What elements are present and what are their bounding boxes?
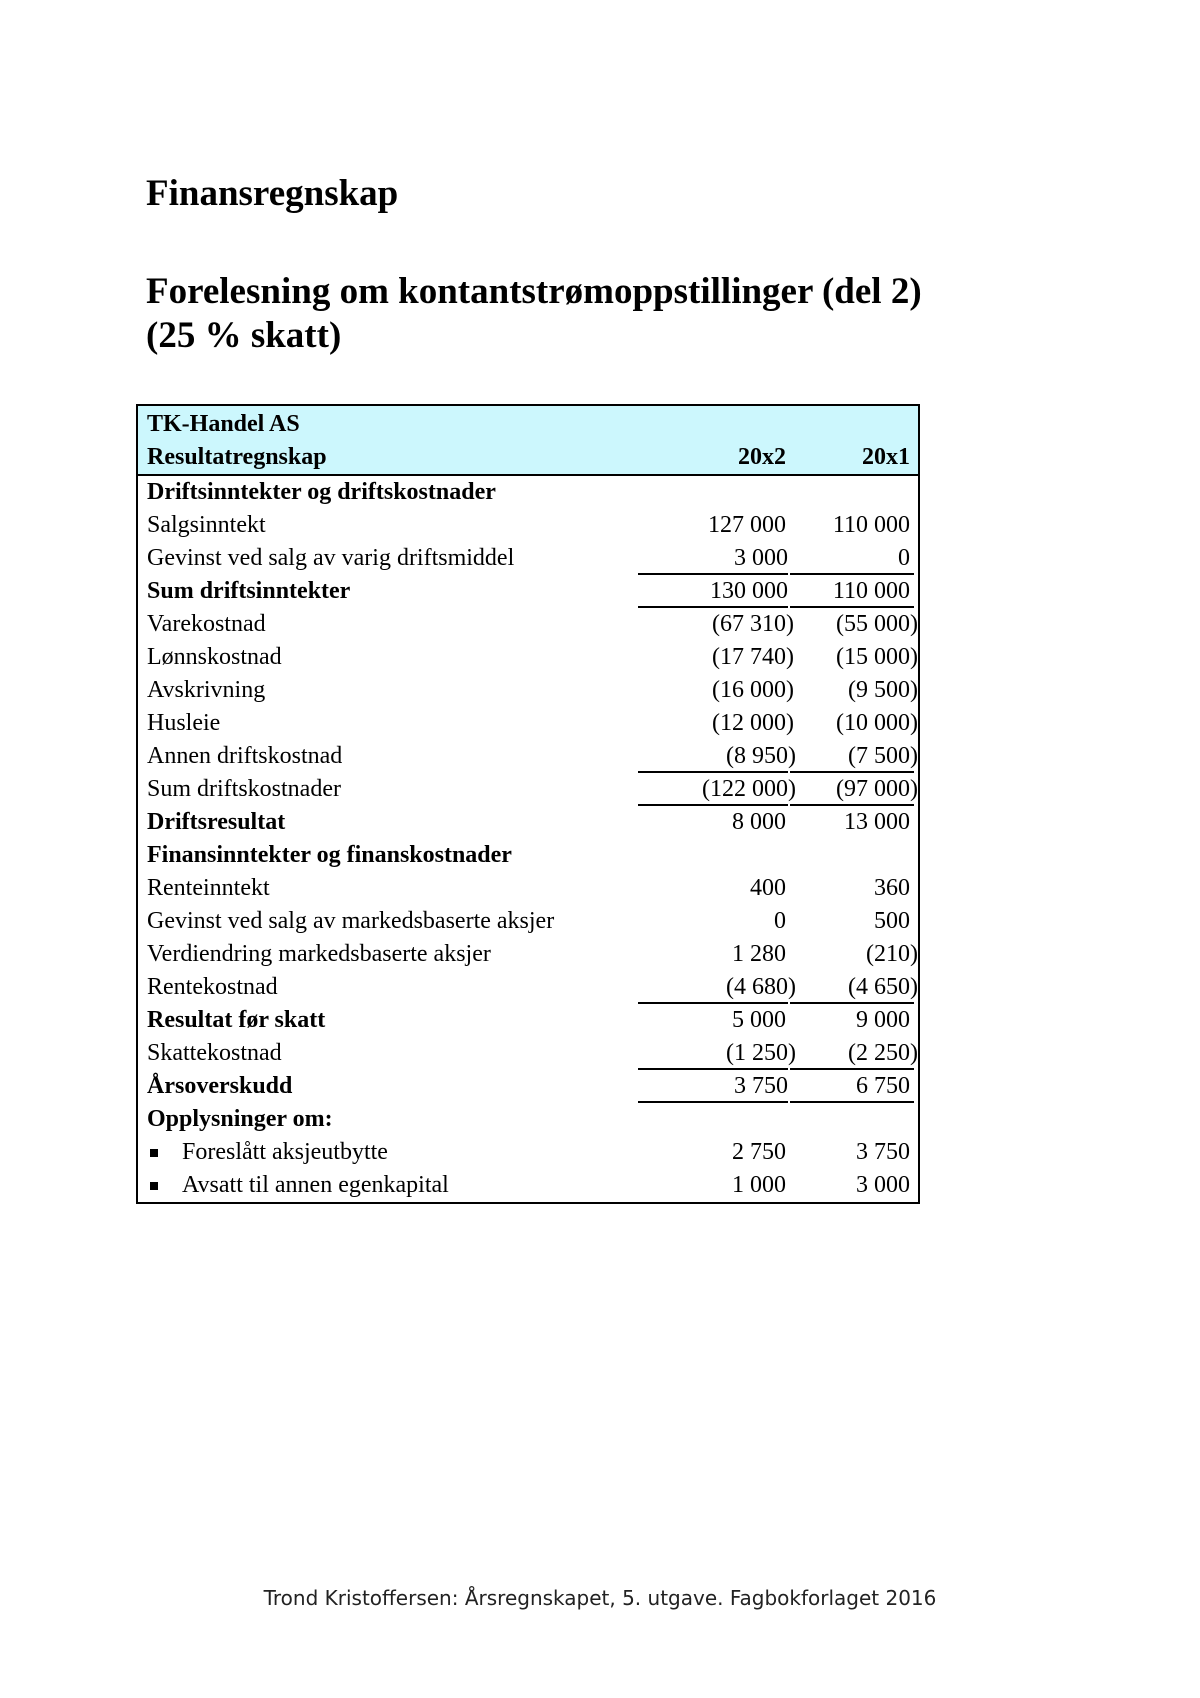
bullet-square-icon — [150, 1182, 158, 1190]
row-label: Varekostnad — [147, 611, 266, 637]
income-statement-table — [136, 404, 920, 1204]
table-row — [138, 806, 918, 839]
value-20x2: (17 740) — [712, 644, 794, 670]
row-label: Sum driftsinntekter — [147, 578, 351, 604]
row-label: Foreslått aksjeutbytte — [182, 1139, 388, 1165]
value-20x1: 3 000 — [856, 1172, 910, 1198]
value-20x2: (122 000) — [702, 776, 796, 802]
table-row — [138, 608, 918, 641]
value-20x2: 8 000 — [732, 809, 786, 835]
bullet-square-icon — [150, 1149, 158, 1157]
row-label: Renteinntekt — [147, 875, 270, 901]
row-label: Salgsinntekt — [147, 512, 266, 538]
row-label: Skattekostnad — [147, 1040, 282, 1066]
table-row — [138, 1037, 918, 1070]
table-row — [138, 1136, 918, 1169]
row-label: Avsatt til annen egenkapital — [182, 1172, 449, 1198]
row-label: Resultat før skatt — [147, 1007, 326, 1033]
value-20x1: (210) — [866, 941, 918, 967]
row-label: Lønnskostnad — [147, 644, 282, 670]
value-20x2: 3 000 — [734, 545, 788, 571]
row-label: Årsoverskudd — [147, 1073, 293, 1099]
value-20x2: 400 — [750, 875, 786, 901]
lecture-subtitle — [146, 270, 922, 358]
table-row — [138, 773, 918, 806]
column-header-20x1: 20x1 — [862, 444, 910, 470]
table-row — [138, 509, 918, 542]
row-label: Finansinntekter og finanskostnader — [147, 842, 512, 868]
table-row — [138, 476, 918, 509]
table-row — [138, 938, 918, 971]
table-row — [138, 905, 918, 938]
row-label: Gevinst ved salg av varig driftsmiddel — [147, 545, 515, 571]
value-20x1: 500 — [874, 908, 910, 934]
value-20x1: 0 — [898, 545, 910, 571]
value-20x1: (55 000) — [836, 611, 918, 637]
page-title: Finansregnskap — [146, 173, 399, 214]
value-20x2: 130 000 — [710, 578, 788, 604]
header-columns-row — [138, 441, 918, 474]
table-row — [138, 641, 918, 674]
value-20x1: (2 250) — [848, 1040, 918, 1066]
value-20x2: 3 750 — [734, 1073, 788, 1099]
table-row — [138, 1103, 918, 1136]
value-20x2: 2 750 — [732, 1139, 786, 1165]
value-20x2: (67 310) — [712, 611, 794, 637]
value-20x2: (8 950) — [726, 743, 796, 769]
value-20x2: 0 — [774, 908, 786, 934]
value-20x1: (4 650) — [848, 974, 918, 1000]
value-20x1: 9 000 — [856, 1007, 910, 1033]
value-20x2: 1 280 — [732, 941, 786, 967]
row-label: Driftsinntekter og driftskostnader — [147, 479, 496, 505]
header-company-row — [138, 408, 918, 441]
table-row — [138, 1169, 918, 1202]
table-row — [138, 1004, 918, 1037]
table-row — [138, 839, 918, 872]
value-20x1: (10 000) — [836, 710, 918, 736]
row-label: Opplysninger om: — [147, 1106, 333, 1132]
value-20x1: 110 000 — [832, 578, 910, 604]
value-20x2: 5 000 — [732, 1007, 786, 1033]
page-footer-citation: Trond Kristoffersen: Årsregnskapet, 5. utgave. Fagbokforlaget 2016 — [263, 1586, 937, 1610]
table-header — [138, 406, 918, 476]
subtitle-line-2: (25 % skatt) — [146, 315, 342, 356]
row-label: Husleie — [147, 710, 221, 736]
value-20x1: (9 500) — [848, 677, 918, 703]
value-20x2: 127 000 — [708, 512, 786, 538]
value-20x1: 3 750 — [856, 1139, 910, 1165]
value-20x2: (1 250) — [726, 1040, 796, 1066]
company-name: TK-Handel AS — [147, 411, 300, 437]
value-20x1: (15 000) — [836, 644, 918, 670]
value-20x2: (4 680) — [726, 974, 796, 1000]
column-header-20x2: 20x2 — [738, 444, 786, 470]
row-label: Annen driftskostnad — [147, 743, 343, 769]
row-label: Sum driftskostnader — [147, 776, 341, 802]
subtitle-line-1: Forelesning om kontantstrømoppstillinger (del 2) — [146, 271, 922, 312]
table-row — [138, 872, 918, 905]
value-20x1: 360 — [874, 875, 910, 901]
value-20x2: 1 000 — [732, 1172, 786, 1198]
table-row — [138, 674, 918, 707]
value-20x1: 110 000 — [832, 512, 910, 538]
value-20x2: (16 000) — [712, 677, 794, 703]
table-row — [138, 542, 918, 575]
row-label: Avskrivning — [147, 677, 266, 703]
value-20x1: (97 000) — [836, 776, 918, 802]
row-label: Gevinst ved salg av markedsbaserte aksjer — [147, 908, 555, 934]
table-row — [138, 707, 918, 740]
value-20x1: 13 000 — [844, 809, 910, 835]
value-20x2: (12 000) — [712, 710, 794, 736]
value-20x1: (7 500) — [848, 743, 918, 769]
value-20x1: 6 750 — [856, 1073, 910, 1099]
table-row — [138, 575, 918, 608]
row-label: Driftsresultat — [147, 809, 286, 835]
row-label: Verdiendring markedsbaserte aksjer — [147, 941, 491, 967]
row-label: Rentekostnad — [147, 974, 278, 1000]
statement-name: Resultatregnskap — [147, 444, 327, 470]
table-row — [138, 740, 918, 773]
table-row — [138, 1070, 918, 1103]
table-row — [138, 971, 918, 1004]
